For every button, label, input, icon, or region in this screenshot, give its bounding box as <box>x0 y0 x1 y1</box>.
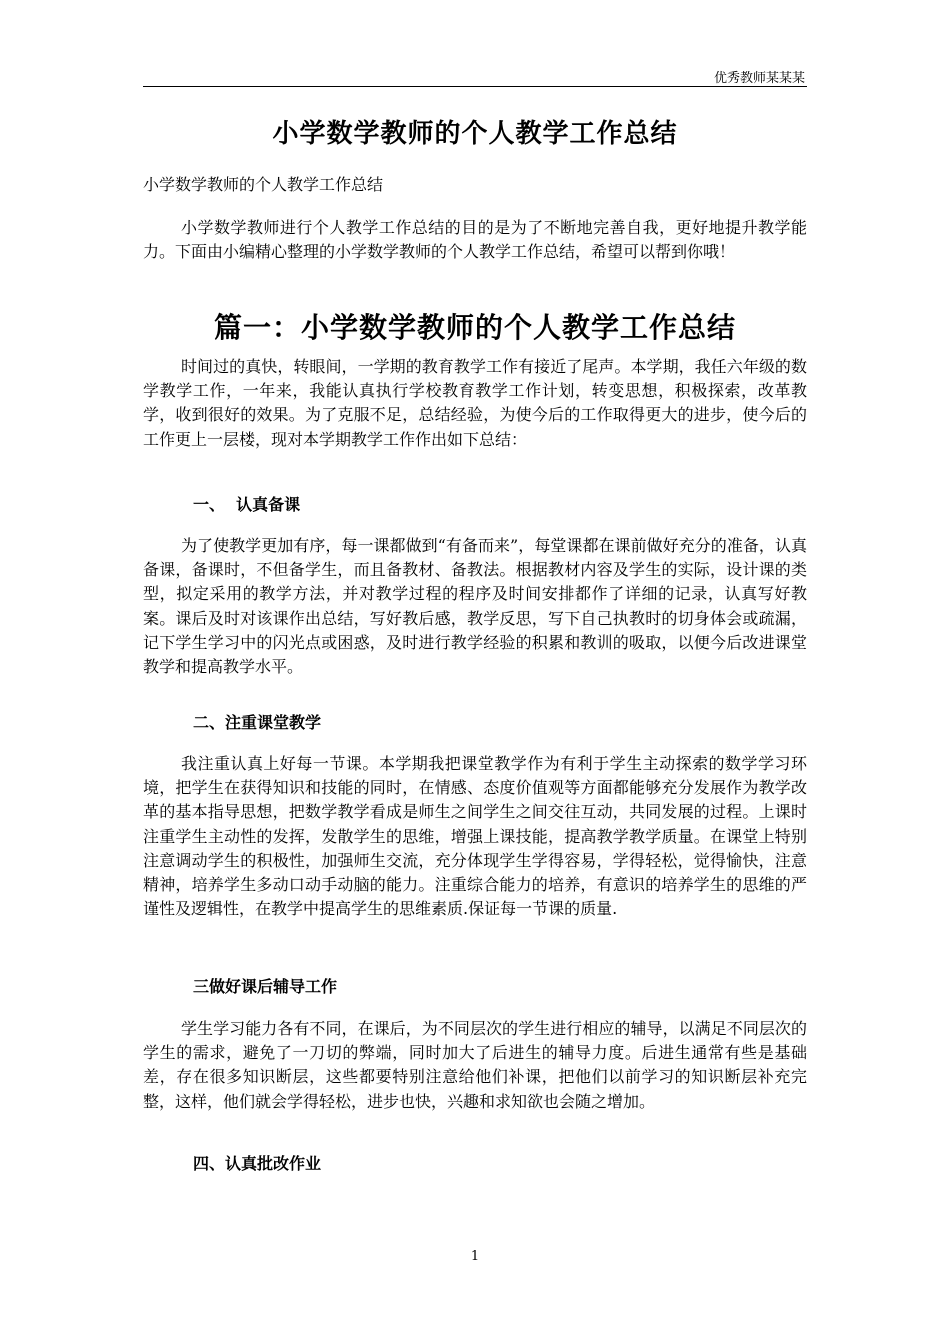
heading-classroom-teaching: 二、注重课堂教学 <box>193 713 322 732</box>
paragraph-after-class-tutoring: 学生学习能力各有不同，在课后，为不同层次的学生进行相应的辅导，以满足不同层次的学生的需求，避免了一刀切的弊端，同时加大了后进生的辅导力度。后进生通常有些是基础差，存在很多知识断层，这些都要特别注意给他们补课，把他们以前学习的知识断层补充完整，这样，他们就会学得轻松，进步也快，兴趣和求知欲也会随之增加。 <box>143 1019 807 1111</box>
document-subtitle: 小学数学教师的个人教学工作总结 <box>143 175 384 194</box>
paragraph-prepare-lessons: 为了使教学更加有序，每一课都做到“有备而来”，每堂课都在课前做好充分的准备，认真备课，备课时，不但备学生，而且备教材、备教法。根据教材内容及学生的实际，设计课的类型，拟定采用的教学方法，并对教学过程的程序及时间安排都作了详细的记录，认真写好教案。课后及时对该课作出总结，写好教后感，教学反思，写下自己执教时的切身体会或疏漏，记下学生学习中的闪光点或困惑，及时进行教学经验的积累和教训的吸取，以便今后改进课堂教学和提高教学水平。 <box>143 536 807 677</box>
intro-paragraph: 小学数学教师进行个人教学工作总结的目的是为了不断地完善自我，更好地提升教学能力。下面由小编精心整理的小学数学教师的个人教学工作总结，希望可以帮到你哦！ <box>143 218 807 262</box>
document-title: 小学数学教师的个人教学工作总结 <box>272 119 678 149</box>
heading-grade-homework: 四、认真批改作业 <box>193 1154 322 1173</box>
section-title: 篇一：小学数学教师的个人教学工作总结 <box>213 311 736 344</box>
header-divider <box>143 86 807 87</box>
heading-after-class-tutoring: 三做好课后辅导工作 <box>193 977 338 996</box>
paragraph-classroom-teaching: 我注重认真上好每一节课。本学期我把课堂教学作为有利于学生主动探索的数学学习环境，把学生在获得知识和技能的同时，在情感、态度价值观等方面都能够充分发展作为教学改革的基本指导思想，把数学教学看成是师生之间学生之间交往互动，共同发展的过程。上课时注重学生主动性的发挥，发散学生的思维，增强上课技能，提高教学教学质量。在课堂上特别注意调动学生的积极性，加强师生交流，充分体现学生学得容易，学得轻松，觉得愉快，注意精神，培养学生多动口动手动脑的能力。注重综合能力的培养，有意识的培养学生的思维的严谨性及逻辑性，在教学中提高学生的思维素质.保证每一节课的质量. <box>143 754 807 919</box>
heading-prepare-lessons: 一、 认真备课 <box>193 495 301 514</box>
page-number: 1 <box>470 1249 480 1264</box>
page-header: 优秀教师某某某 <box>713 71 805 86</box>
section-intro-paragraph: 时间过的真快，转眼间，一学期的教育教学工作有接近了尾声。本学期，我任六年级的数学教学工作，一年来，我能认真执行学校教育教学工作计划，转变思想，积极探索，改革教学，收到很好的效果。为了克服不足，总结经验，为使今后的工作取得更大的进步，使今后的工作更上一层楼，现对本学期教学工作作出如下总结： <box>143 357 807 449</box>
